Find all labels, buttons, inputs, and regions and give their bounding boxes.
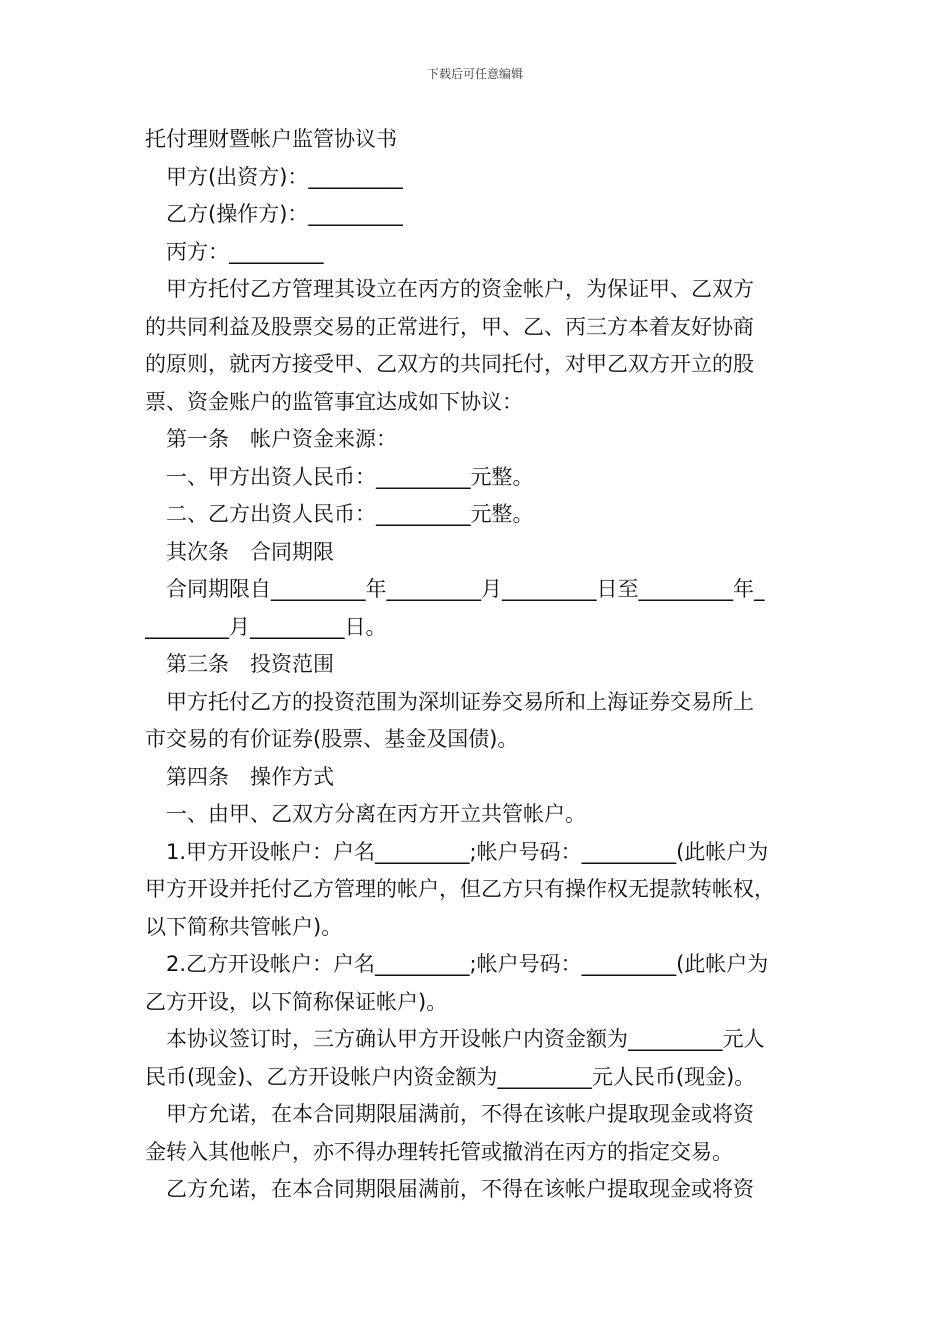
article-heading: 第四条 操作方式 <box>166 764 334 789</box>
paragraph-line: 乙方允诺，在本合同期限届满前，不得在该帐户提取现金或将资 <box>166 1177 754 1201</box>
paragraph-line: 乙方开设，以下简称保证帐户)。 <box>145 989 448 1014</box>
article-heading: 第三条 投资范围 <box>166 652 334 676</box>
article-heading: 第一条 帐户资金来源： <box>166 427 397 451</box>
paragraph-line: 甲方允诺，在本合同期限届满前，不得在该帐户提取现金或将资 <box>166 1102 754 1126</box>
paragraph-line: 的原则，就丙方接受甲、乙双方的共同托付，对甲乙双方开立的股 <box>145 352 754 376</box>
party-b-line: 乙方(操作方)：_________ <box>166 202 403 226</box>
article-heading: 其次条 合同期限 <box>166 539 334 564</box>
paragraph-line: 二、乙方出资人民币：_________元整。 <box>166 502 534 526</box>
paragraph-line: ________月_________日。 <box>145 614 387 639</box>
paragraph-line: 的共同利益及股票交易的正常进行，甲、乙、丙三方本着友好协商 <box>145 314 754 339</box>
paragraph-line: 票、资金账户的监管事宜达成如下协议： <box>145 389 523 414</box>
paragraph-line: 甲方托付乙方的投资范围为深圳证券交易所和上海证券交易所上 <box>166 689 754 714</box>
paragraph-line: 甲方托付乙方管理其设立在丙方的资金帐户，为保证甲、乙双方 <box>166 277 754 301</box>
paragraph-line: 民币(现金)、乙方开设帐户内资金额为_________元人民币(现金)。 <box>145 1064 756 1089</box>
paragraph-line: 市交易的有价证券(股票、基金及国债)。 <box>145 727 519 751</box>
paragraph-line: 一、甲方出资人民币：_________元整。 <box>166 464 534 489</box>
paragraph-line: 金转入其他帐户，亦不得办理转托管或撤消在丙方的指定交易。 <box>145 1139 733 1164</box>
paragraph-line: 甲方开设并托付乙方管理的帐户，但乙方只有操作权无提款转帐权， <box>145 877 775 901</box>
document-title: 托付理财暨帐户监管协议书 <box>145 127 397 151</box>
paragraph-line: 本协议签订时，三方确认甲方开设帐户内资金额为_________元人 <box>166 1027 765 1051</box>
party-a-line: 甲方(出资方)：_________ <box>166 164 403 189</box>
header-note: 下载后可任意编辑 <box>426 67 523 81</box>
paragraph-line: 以下简称共管帐户)。 <box>145 914 343 939</box>
paragraph-line: 1.甲方开设帐户：户名_________;帐户号码：_________(此帐户为 <box>166 839 769 864</box>
party-c-line: 丙方：_________ <box>166 239 324 264</box>
paragraph-line: 合同期限自_________年_________月_________日至_________年_ <box>166 577 765 601</box>
paragraph-line: 一、由甲、乙双方分离在丙方开立共管帐户。 <box>166 802 586 826</box>
document-body <box>145 121 817 1209</box>
paragraph-line: 2.乙方开设帐户：户名_________;帐户号码：_________(此帐户为 <box>166 952 769 976</box>
